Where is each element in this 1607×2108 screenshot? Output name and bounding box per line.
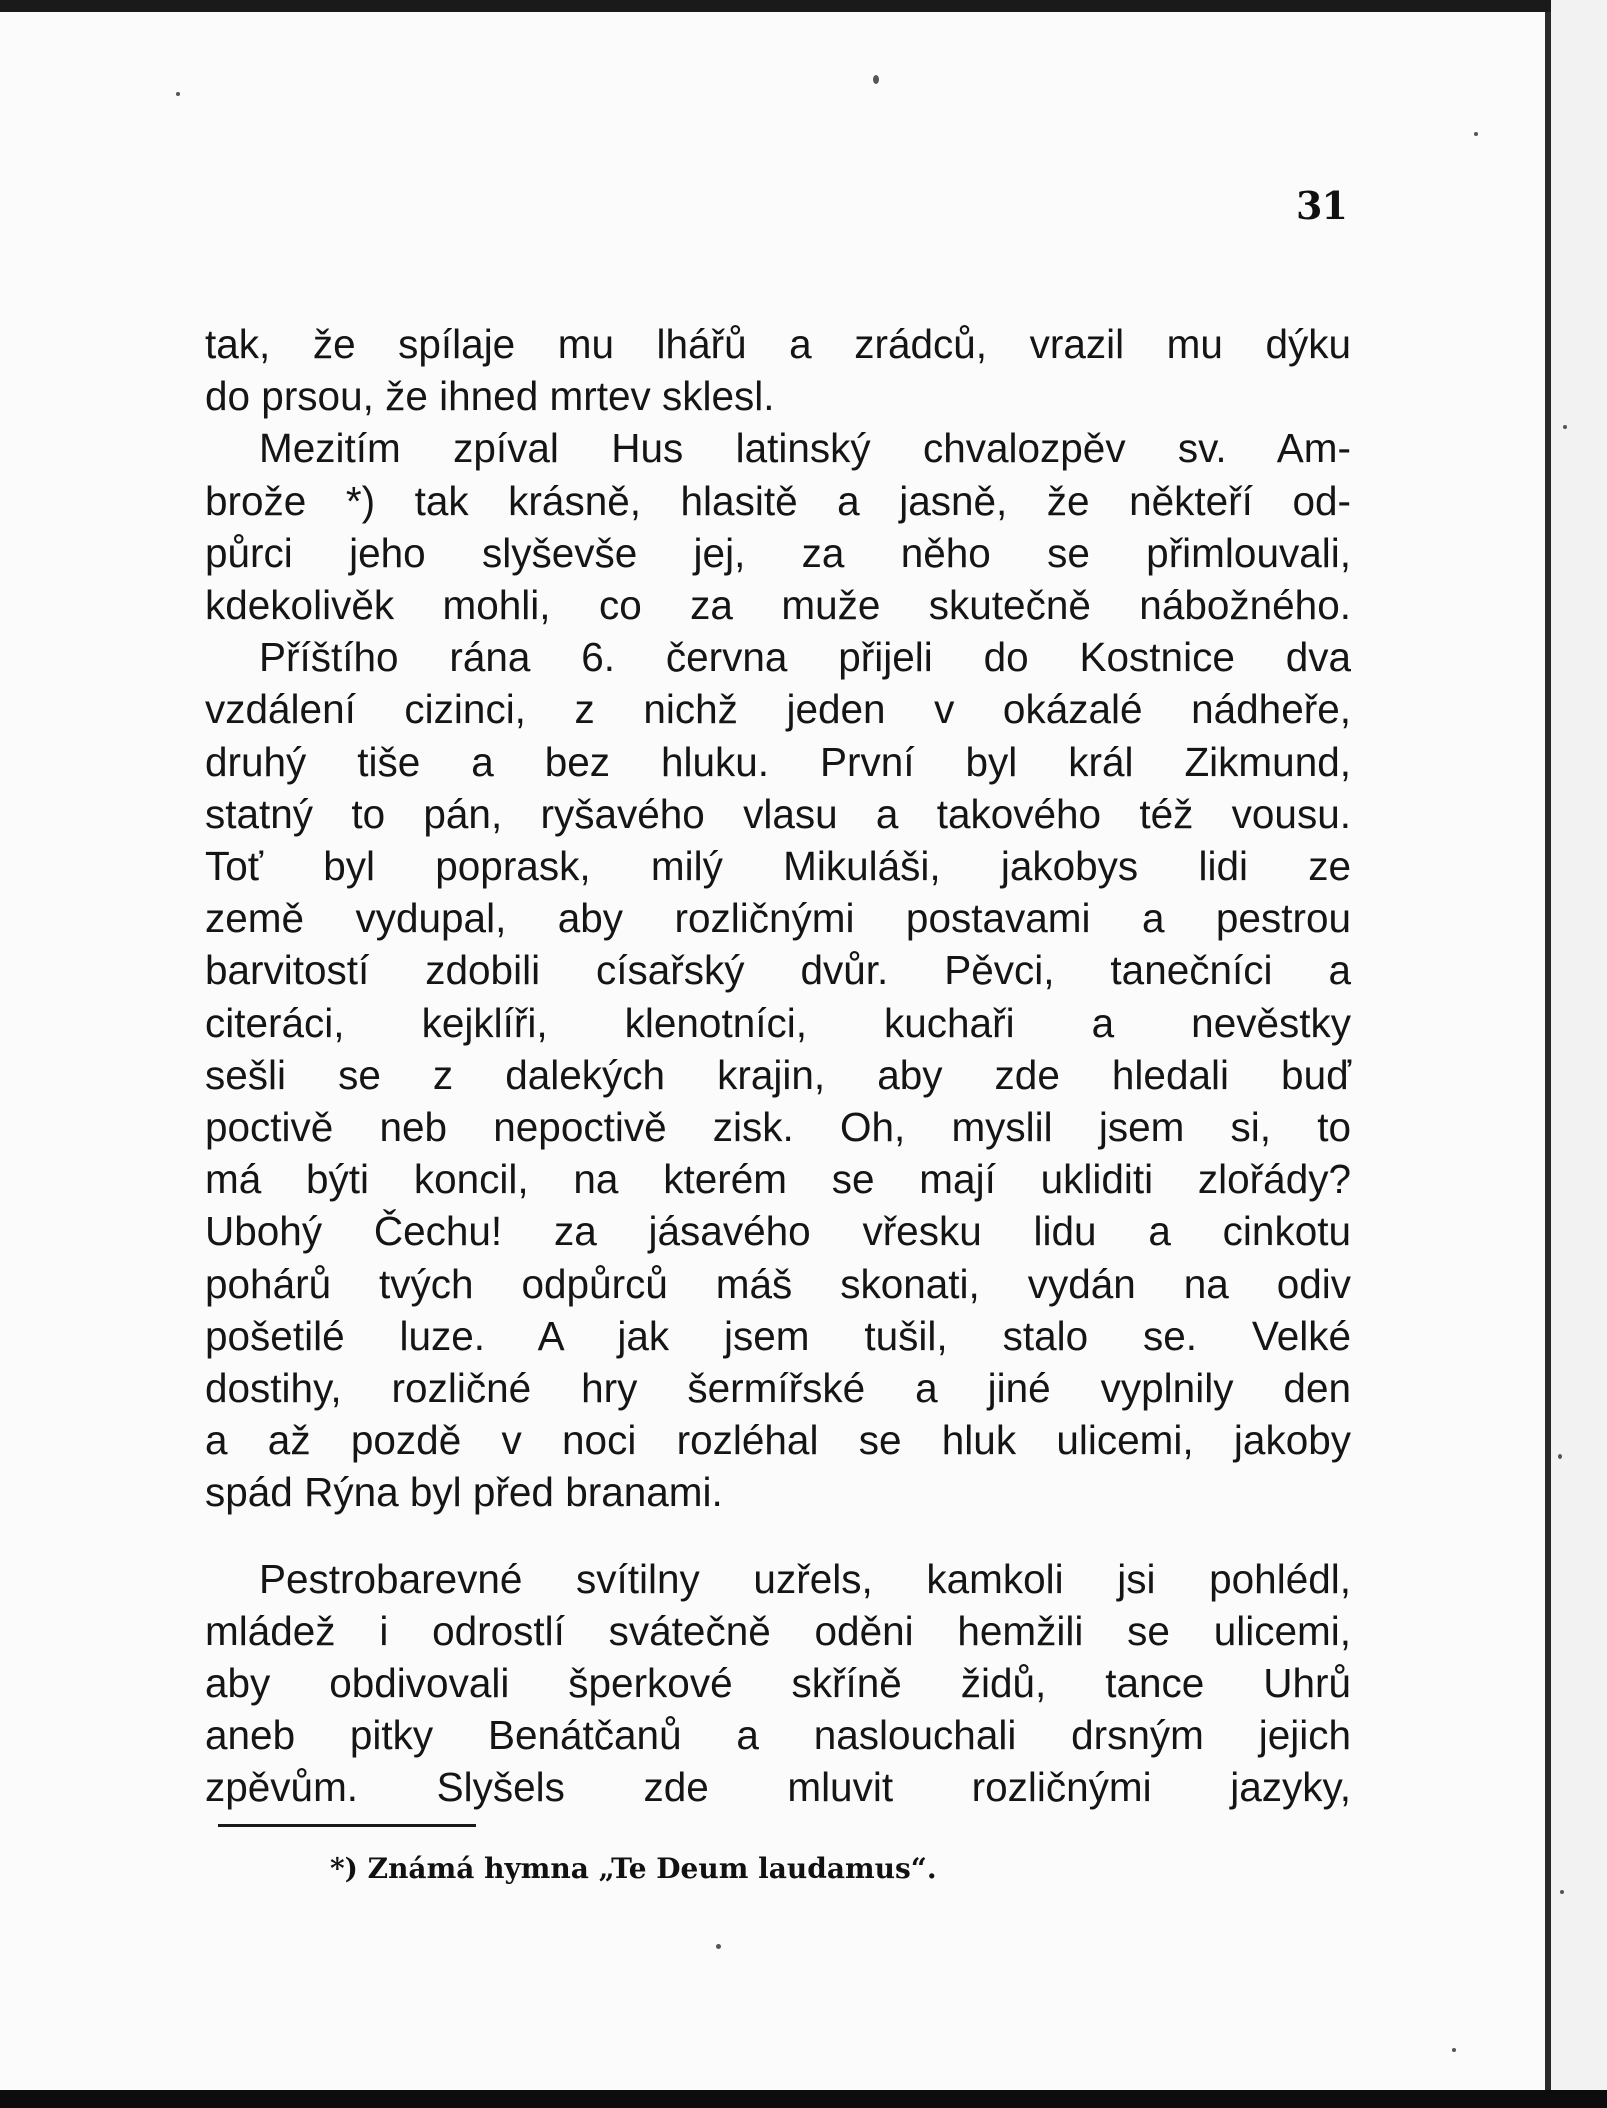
text-line: brože *) tak krásně, hlasitě a jasně, že někteří od- xyxy=(205,477,1351,524)
text-line: tak, že spílaje mu lhářů a zrádců, vrazil mu dýku xyxy=(205,321,1351,367)
text-line: dostihy, rozličné hry šermířské a jiné vyplnily den xyxy=(205,1365,1351,1412)
scan-speck xyxy=(873,75,879,84)
text-line: kdekolivěk mohli, co za muže skutečně nábožného. xyxy=(205,582,1351,629)
text-line: aby obdivovali šperkové skříně židů, tance Uhrů xyxy=(205,1660,1351,1707)
text-line: zpěvům. Slyšels zde mluvit rozličnými jazyky, xyxy=(205,1764,1351,1811)
footnote-divider xyxy=(218,1824,476,1827)
text-line: mládež i odrostlí svátečně oděni hemžili se ulicemi, xyxy=(205,1607,1351,1654)
paragraph-gap xyxy=(205,1519,1351,1553)
text-line: pohárů tvých odpůrců máš skonati, vydán na odiv xyxy=(205,1260,1351,1307)
page-number: 31 xyxy=(1296,183,1347,228)
text-line: Pestrobarevné svítilny uzřels, kamkoli jsi pohlédl, xyxy=(259,1555,1351,1602)
text-line: a až pozdě v noci rozléhal se hluk ulicemi, jakoby xyxy=(205,1417,1351,1464)
scan-speck xyxy=(716,1944,721,1949)
text-line: vzdálení cizinci, z nichž jeden v okázalé nádheře, xyxy=(205,686,1351,733)
text-line: citeráci, kejklíři, klenotníci, kuchaři a nevěstky xyxy=(205,999,1351,1046)
text-line: sešli se z dalekých krajin, aby zde hledali buď xyxy=(205,1051,1351,1098)
text-line: pošetilé luze. A jak jsem tušil, stalo se. Velké xyxy=(205,1312,1351,1359)
text-line: druhý tiše a bez hluku. První byl král Zikmund, xyxy=(205,738,1351,785)
scan-speck xyxy=(1474,132,1478,136)
text-line: půrci jeho slyševše jej, za něho se přimlouvali, xyxy=(205,529,1351,576)
scan-speck xyxy=(176,92,180,96)
text-line: Ubohý Čechu! za jásavého vřesku lidu a cinkotu xyxy=(205,1208,1351,1255)
text-line: země vydupal, aby rozličnými postavami a pestrou xyxy=(205,895,1351,942)
body-text xyxy=(205,318,1351,1814)
text-line: spád Rýna byl před branami. xyxy=(205,1469,723,1516)
text-line: Příštího rána 6. června přijeli do Kostnice dva xyxy=(259,634,1351,681)
text-line: aneb pitky Benátčanů a naslouchali drsným jejich xyxy=(205,1712,1351,1759)
scan-speck xyxy=(1560,1890,1564,1894)
text-line: do prsou, že ihned mrtev sklesl. xyxy=(205,373,775,420)
scan-speck xyxy=(1558,1454,1562,1459)
text-line: Mezitím zpíval Hus latinský chvalozpěv sv. Am- xyxy=(259,425,1351,472)
page-edge-bottom xyxy=(0,2090,1607,2108)
page-edge-right xyxy=(1551,0,1607,2108)
scan-speck xyxy=(1452,2048,1456,2052)
footnote: *) Známá hymna „Te Deum laudamus“. xyxy=(330,1852,937,1885)
text-line: statný to pán, ryšavého vlasu a takového též vousu. xyxy=(205,790,1351,837)
text-line: má býti koncil, na kterém se mají ukliditi zlořády? xyxy=(205,1156,1351,1203)
scan-speck xyxy=(1563,425,1567,429)
text-line: barvitostí zdobili císařský dvůr. Pěvci, tanečníci a xyxy=(205,947,1351,994)
text-line: poctivě neb nepoctivě zisk. Oh, myslil jsem si, to xyxy=(205,1104,1351,1151)
text-line: Toť byl poprask, milý Mikuláši, jakobys lidi ze xyxy=(205,843,1351,890)
